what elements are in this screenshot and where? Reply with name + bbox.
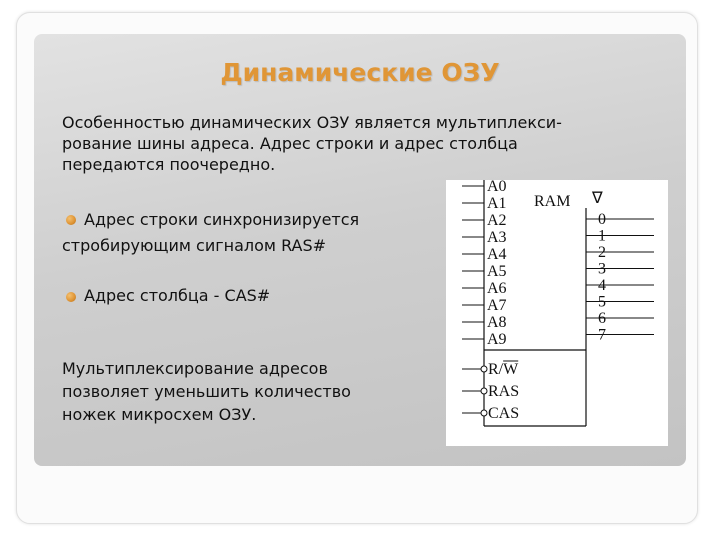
intro-line: рование шины адреса. Адрес строки и адрес столбца — [62, 134, 518, 153]
slide-title: Динамические ОЗУ — [220, 58, 500, 87]
address-pin-label-a6: A6 — [487, 280, 507, 297]
control-pin-label: RAS — [488, 383, 520, 400]
note-line: ножек микросхем ОЗУ. — [62, 405, 257, 424]
bullet-marker — [66, 292, 76, 302]
address-pin-label-a0: A0 — [487, 180, 507, 195]
address-pin-label-a9: A9 — [487, 331, 507, 348]
address-pin-label-a3: A3 — [487, 229, 507, 246]
note-line: Мультиплексирование адресов — [62, 359, 328, 378]
address-pin-label-a4: A4 — [487, 246, 507, 263]
data-pin-label: 2 — [598, 244, 606, 261]
data-pin-label: 1 — [598, 227, 606, 245]
chip-symbol: ∇ — [592, 190, 603, 207]
inversion-bubble — [481, 410, 487, 416]
address-pin-label-a5: A5 — [487, 263, 507, 280]
address-pin-label-a1: A1 — [487, 195, 507, 212]
chip-label: RAM — [534, 193, 571, 210]
inversion-bubble — [481, 366, 487, 372]
note-line: позволяет уменьшить количество — [62, 382, 351, 401]
data-pin-label: 4 — [598, 277, 606, 294]
address-pin-label-a8: A8 — [487, 314, 507, 331]
note-paragraph — [62, 357, 402, 426]
data-pin-label: 6 — [598, 310, 606, 327]
intro-paragraph — [62, 112, 632, 175]
bullet-marker — [66, 215, 76, 225]
bullet-2-line-1: Адрес столбца - CAS# — [84, 286, 271, 305]
control-pin-label: R/W — [488, 361, 519, 378]
data-pin-label: 7 — [598, 326, 606, 344]
address-pin-label-a2: A2 — [487, 212, 507, 229]
control-pin-label: CAS — [488, 405, 520, 422]
intro-line: передаются поочередно. — [62, 155, 276, 174]
data-pin-label: 3 — [598, 260, 606, 278]
address-pin-label-a7: A7 — [487, 297, 507, 314]
intro-line: Особенностью динамических ОЗУ является мультиплекси- — [62, 113, 562, 132]
ram-chip-svg — [446, 180, 668, 446]
bullet-1-line-1: Адрес строки синхронизируется — [84, 210, 360, 229]
data-pin-label: 5 — [598, 293, 606, 311]
data-pin-label: 0 — [598, 211, 606, 228]
ram-chip-diagram — [446, 180, 668, 446]
inversion-bubble — [481, 388, 487, 394]
bullet-1-line-2: стробирующим сигналом RAS# — [62, 236, 327, 255]
